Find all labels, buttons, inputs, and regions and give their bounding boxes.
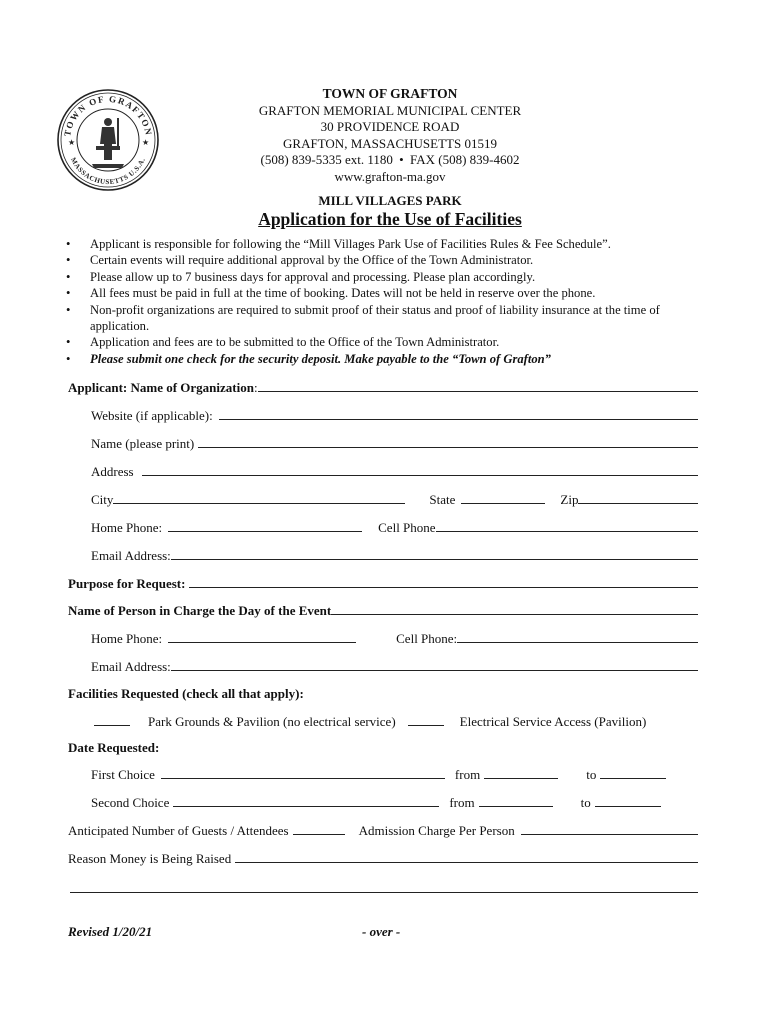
email-row (91, 547, 698, 564)
rule-item: • Please allow up to 7 business days for approval and processing. Please plan accordingly. (66, 269, 536, 284)
municipal-center: GRAFTON MEMORIAL MUNICIPAL CENTER (258, 102, 522, 118)
purpose-label: Purpose for Request: (68, 576, 186, 591)
rule-item: • Application and fees are to be submitted to the Office of the Town Administrator. (66, 335, 500, 350)
fax-number: FAX (508) 839-4602 (409, 152, 520, 168)
first-choice-date-field[interactable] (161, 766, 445, 779)
organization-field[interactable] (258, 379, 698, 392)
town-seal-icon (56, 88, 160, 192)
rule-item: • Certain events will require additional approval by the Office of the Town Administrator. (66, 253, 534, 268)
person-in-charge-label: Name of Person in Charge the Day of the Event (68, 603, 332, 618)
purpose-field[interactable] (189, 575, 698, 588)
guests-row (68, 822, 698, 839)
email-row-2 (91, 658, 698, 675)
rule-item: • Please submit one check for the security deposit. Make payable to the “Town of Grafton” (66, 351, 551, 366)
home-phone-field[interactable] (168, 519, 362, 532)
second-to-field[interactable] (595, 794, 661, 807)
zip-label: Zip (560, 492, 579, 507)
address-row (91, 463, 698, 480)
application-title: Application for the Use of Facilities (258, 209, 522, 229)
over-note: - over - (362, 924, 401, 939)
separator-bullet: • (399, 152, 404, 168)
contact-line (200, 152, 580, 169)
website-label: Website (if applicable): (91, 408, 213, 423)
name-field[interactable] (198, 435, 698, 448)
guests-label: Anticipated Number of Guests / Attendees (68, 823, 289, 838)
state-field[interactable] (461, 491, 545, 504)
seal-top-text: TOWN OF GRAFTON (62, 93, 154, 137)
second-choice-date-field[interactable] (173, 794, 439, 807)
admission-field[interactable] (521, 822, 698, 835)
rule-item: • All fees must be paid in full at the time of booking. Dates will not be held in reserve over the phone. (66, 286, 596, 301)
email-label: Email Address: (91, 548, 171, 563)
applicant-row: Applicant: Name of Organization : (68, 379, 698, 396)
email-field-2[interactable] (171, 658, 698, 671)
reason-field[interactable] (235, 850, 698, 863)
person-in-charge-row (68, 602, 698, 619)
rules-list (62, 236, 712, 367)
reason-field-line-2[interactable] (70, 880, 698, 893)
website-row (91, 407, 698, 424)
second-choice-label: Second Choice (91, 795, 170, 810)
phone-row (91, 519, 698, 536)
street-address: 30 PROVIDENCE ROAD (320, 119, 460, 135)
email-field[interactable] (171, 547, 698, 560)
reason-label: Reason Money is Being Raised (68, 851, 232, 866)
second-to-label: to (580, 795, 591, 810)
cell-phone-label-2: Cell Phone: (396, 631, 458, 646)
person-in-charge-field[interactable] (331, 602, 698, 615)
svg-text:★: ★ (68, 138, 76, 147)
park-title: MILL VILLAGES PARK (318, 193, 462, 208)
website: www.grafton-ma.gov (334, 168, 446, 184)
second-choice-row (91, 794, 681, 811)
date-requested-label: Date Requested: (68, 740, 160, 755)
home-phone-label: Home Phone: (91, 520, 163, 535)
home-phone-field-2[interactable] (168, 630, 356, 643)
rule-item: • Non-profit organizations are required to submit proof of their status and proof of liability insurance at the time of application. (66, 302, 660, 334)
cell-phone-field[interactable] (436, 519, 698, 532)
electrical-service-checkbox[interactable] (408, 713, 444, 726)
rule-item: • Applicant is responsible for following the “Mill Villages Park Use of Facilities Rules & Fee Schedule”. (66, 237, 611, 251)
facilities-heading-row (68, 686, 304, 702)
name-label: Name (please print) (91, 436, 195, 451)
email-label-2: Email Address: (91, 659, 171, 674)
cell-phone-field-2[interactable] (457, 630, 698, 643)
city-label: City (91, 492, 114, 507)
guests-field[interactable] (293, 822, 345, 835)
first-from-field[interactable] (484, 766, 558, 779)
first-choice-row (91, 766, 681, 783)
phone-number: (508) 839-5335 ext. 1180 (260, 152, 393, 168)
city-address: GRAFTON, MASSACHUSETTS 01519 (283, 135, 497, 151)
cell-phone-label: Cell Phone (378, 520, 436, 535)
date-heading-row (68, 740, 159, 756)
first-choice-label: First Choice (91, 767, 155, 782)
applicant-label: Applicant: Name of Organization (68, 380, 254, 395)
address-field[interactable] (142, 463, 698, 476)
city-field[interactable] (113, 491, 405, 504)
admission-label: Admission Charge Per Person (358, 823, 515, 838)
facilities-options-row (94, 713, 698, 730)
facilities-label: Facilities Requested (check all that apply): (68, 686, 304, 701)
letterhead (200, 86, 580, 186)
first-from-label: from (454, 767, 481, 782)
home-phone-label-2: Home Phone: (91, 631, 163, 646)
second-from-field[interactable] (479, 794, 553, 807)
city-state-zip-row (91, 491, 698, 508)
town-name: TOWN OF GRAFTON (322, 86, 458, 101)
name-row (91, 435, 698, 452)
second-from-label: from (449, 795, 475, 810)
electrical-service-label: Electrical Service Access (Pavilion) (459, 714, 647, 729)
zip-field[interactable] (578, 491, 698, 504)
state-label: State (429, 492, 456, 507)
reason-row-continued (70, 880, 698, 893)
revision-date: Revised 1/20/21 (68, 924, 153, 939)
park-grounds-checkbox[interactable] (94, 713, 130, 726)
phone-row-2 (91, 630, 698, 647)
website-field[interactable] (219, 407, 698, 420)
park-grounds-label: Park Grounds & Pavilion (no electrical service) (148, 714, 396, 729)
first-to-label: to (586, 767, 597, 782)
seal-bottom-text: MASSACHUSETTS U.S.A. (68, 156, 147, 187)
purpose-row (68, 575, 698, 592)
reason-row (68, 850, 698, 867)
svg-text:★: ★ (142, 138, 150, 147)
first-to-field[interactable] (600, 766, 666, 779)
address-label: Address (91, 464, 134, 479)
